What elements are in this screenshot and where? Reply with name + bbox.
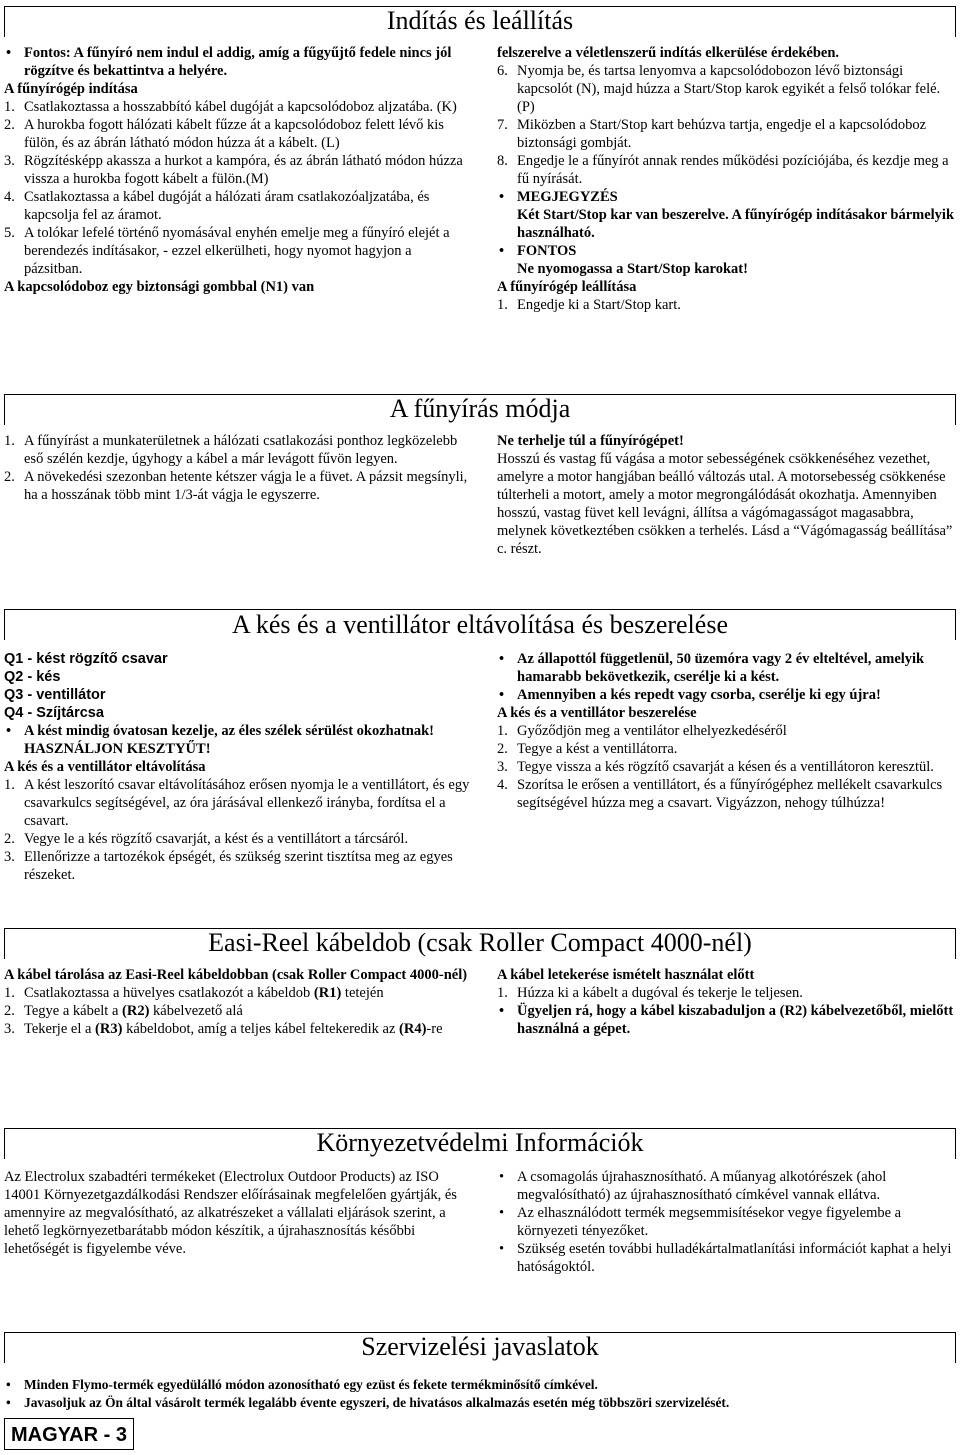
easireel-right-column <box>497 966 955 1038</box>
kes-left-column <box>4 650 472 884</box>
subheading: A fűnyírógép leállítása <box>497 279 637 295</box>
funyiras-right-column <box>497 432 955 558</box>
list-item: 1. A kést leszorító csavar eltávolításához erősen nyomja le a ventillátort, és egy csavarkulcs segítségével, az óra járásával ellenkező irányba, fordítsa el a csavart. <box>4 777 470 829</box>
section-title-kornyezet: Környezetvédelmi Információk <box>316 1128 644 1157</box>
paragraph: A kapcsolódoboz egy biztonsági gombbal (N1) van <box>4 279 315 295</box>
list-item: 1. A fűnyírást a munkaterületnek a hálózati csatlakozási ponthoz legközelebb eső szélén kezdje, úgyhogy a kábel a már levágott fűvön legyen. <box>4 433 458 467</box>
subheading: A kés és a ventillátor beszerelése <box>497 705 697 721</box>
inditas-left-column <box>4 44 472 296</box>
easireel-left-column <box>4 966 472 1038</box>
paragraph: Az Electrolux szabadtéri termékeket (Electrolux Outdoor Products) az ISO 14001 Környezetgazdálkodási Rendszer előírásainak megfelelően gyártják, és amennyire az megvalósítható, az alkatrészeket a vállalati eljárások szerint, a lehető legkörnyezetbarátabb módon készítik, a újrahasznosítás későbbi lehetőségét is figyelembe véve. <box>4 1169 457 1257</box>
section-title-szerviz: Szervizelési javaslatok <box>361 1332 599 1361</box>
paragraph: felszerelve a véletlenszerű indítás elkerülése érdekében. <box>497 45 840 61</box>
list-item: 2. A hurokba fogott hálózati kábelt fűzze át a kapcsolódoboz felett lévő kis fülön, és az ábrán látható módon húzza át a kábelt. (L) <box>4 117 444 151</box>
paragraph: Hosszú és vastag fű vágása a motor sebességének csökkenéséhez vezethet, amelyre a motor hangjában beálló változás utal. A motorsebesség csökkenése túlterheli a motort, amely a motor megrongálódását okozhatja. Amennyiben hosszú, vastag füvet kell levágni, állítsa a vágómagasságot magasabbra, melynek következtében csökken a terhelés. Lásd a “Vágómagasság beállítása” c. részt. <box>497 451 953 557</box>
list-item: 3. Tekerje el a (R3) kábeldobot, amíg a teljes kábel feltekeredik az (R4)-re <box>4 1021 443 1037</box>
subheading: A kés és a ventillátor eltávolítása <box>4 759 206 775</box>
list-item: • Ügyeljen rá, hogy a kábel kiszabaduljon a (R2) kábelvezetőből, mielőtt használná a gépet. <box>499 1003 954 1037</box>
list-item: 4. Szorítsa le erősen a ventillátort, és a fűnyírógéphez mellékelt csavarkulcs segítségével húzza meg a csavart. Vigyázzon, nehogy túlhúzza! <box>497 777 943 811</box>
kornyezet-right-column <box>497 1168 955 1276</box>
list-item: 2. Tegye a kést a ventillátorra. <box>497 741 678 757</box>
list-item: 1. Húzza ki a kábelt a dugóval és tekerje le teljesen. <box>497 985 803 1001</box>
subheading: A kábel letekerése ismételt használat előtt <box>497 967 755 983</box>
kes-right-column <box>497 650 955 812</box>
funyiras-left-column <box>4 432 472 504</box>
warning-body: Ne nyomogassa a Start/Stop karokat! <box>517 261 748 277</box>
warning-heading: • FONTOS <box>499 243 577 259</box>
list-item: 2. Tegye a kábelt a (R2) kábelvezető alá <box>4 1003 243 1019</box>
list-item: 8. Engedje le a fűnyírót annak rendes működési pozíciójába, és kezdje meg a fű nyírását. <box>497 153 949 187</box>
list-item: 1. Csatlakoztassa a hosszabbító kábel dugóját a kapcsolódoboz aljzatába. (K) <box>4 99 457 115</box>
list-item: 2. A növekedési szezonban hetente kétszer vágja le a füvet. A pázsit megsínyli, ha a hosszának több mint 1/3-át vágja le egyszerre. <box>4 469 468 503</box>
list-item: • Szükség esetén további hulladékártalmatlanítási információt kaphat a helyi hatóságoktól. <box>499 1241 952 1275</box>
part-q4: Q4 - Szíjtárcsa <box>4 705 104 721</box>
page-label: MAGYAR - 3 <box>4 1418 134 1450</box>
section-title-easireel: Easi-Reel kábeldob (csak Roller Compact 4000-nél) <box>208 928 752 957</box>
list-item: • Fontos: A fűnyíró nem indul el addig, amíg a fűgyűjtő fedele nincs jól rögzítve és bekattintva a helyére. <box>6 45 452 79</box>
subheading: A fűnyírógép indítása <box>4 81 138 97</box>
section-title-funyiras: A fűnyírás módja <box>389 394 571 423</box>
section-title-kes: A kés és a ventillátor eltávolítása és beszerelése <box>232 610 728 639</box>
list-item: 3. Tegye vissza a kés rögzítő csavarját a késen és a ventillátoron keresztül. <box>497 759 934 775</box>
list-item: 5. A tolókar lefelé történő nyomásával enyhén emelje meg a fűnyíró elejét a berendezés indításakor, - ezzel elkerülheti, hogy nyomot hagyjon a pázsitban. <box>4 225 450 277</box>
list-item: • Amennyiben a kés repedt vagy csorba, cserélje ki egy újra! <box>499 687 881 703</box>
note-body: Két Start/Stop kar van beszerelve. A fűnyírógép indításakor bármelyik használható. <box>517 207 955 241</box>
warning: • A kést mindig óvatosan kezelje, az éles szélek sérülést okozhatnak! HASZNÁLJON KESZTYŰT! <box>6 723 434 757</box>
part-q1: Q1 - kést rögzítő csavar <box>4 651 168 667</box>
part-q2: Q2 - kés <box>4 669 61 685</box>
list-item: 4. Csatlakoztassa a kábel dugóját a hálózati áram csatlakozóaljzatába, és kapcsolja fel az áramot. <box>4 189 430 223</box>
subheading: A kábel tárolása az Easi-Reel kábeldobban (csak Roller Compact 4000-nél) <box>4 967 468 983</box>
list-item: 6. Nyomja be, és tartsa lenyomva a kapcsolódobozon lévő biztonsági kapcsolót (N), majd húzza a Start/Stop karok egyikét a felső tolókar felé. (P) <box>497 63 941 115</box>
list-item: • Az elhasználódott termék megsemmisítésekor vegye figyelembe a környezeti tényezőket. <box>499 1205 902 1239</box>
list-item: 2. Vegye le a kés rögzítő csavarját, a kést és a ventillátort a tárcsáról. <box>4 831 409 847</box>
note-heading: • MEGJEGYZÉS <box>499 189 618 205</box>
list-item: • Javasoljuk az Ön által vásárolt termék legalább évente egyszeri, de hivatásos alkalmazás esetén még többszöri szervizelését. <box>6 1395 730 1410</box>
kornyezet-left-column <box>4 1168 472 1258</box>
list-item: 1. Csatlakoztassa a hüvelyes csatlakozót a kábeldob (R1) tetején <box>4 985 384 1001</box>
list-item: • A csomagolás újrahasznosítható. A műanyag alkotórészek (ahol megvalósítható) az újrahasznosítható címkével vannak ellátva. <box>499 1169 887 1203</box>
list-item: 3. Rögzítésképp akassza a hurkot a kampóra, és az ábrán látható módon húzza vissza a hurokba fogott kábelt a fülön.(M) <box>4 153 463 187</box>
list-item: 1. Győződjön meg a ventilátor elhelyezkedéséről <box>497 723 787 739</box>
inditas-right-column <box>497 44 955 314</box>
part-q3: Q3 - ventillátor <box>4 687 106 703</box>
list-item: • Minden Flymo-termék egyedülálló módon azonosítható egy ezüst és fekete termékminősítő címkével. <box>6 1377 598 1392</box>
list-item: • Az állapottól függetlenül, 50 üzemóra vagy 2 év elteltével, amelyik hamarabb bekövetkezik, cserélje ki a kést. <box>499 651 925 685</box>
list-item: 3. Ellenőrizze a tartozékok épségét, és szükség szerint tisztítsa meg az egyes részeket. <box>4 849 453 883</box>
list-item: 1. Engedje ki a Start/Stop kart. <box>497 297 681 313</box>
szerviz-content <box>4 1376 954 1412</box>
list-item: 7. Miközben a Start/Stop kart behúzva tartja, engedje el a kapcsolódoboz biztonsági gombját. <box>497 117 927 151</box>
section-title-inditas: Indítás és leállítás <box>386 6 574 35</box>
subheading: Ne terhelje túl a fűnyírógépet! <box>497 433 684 449</box>
